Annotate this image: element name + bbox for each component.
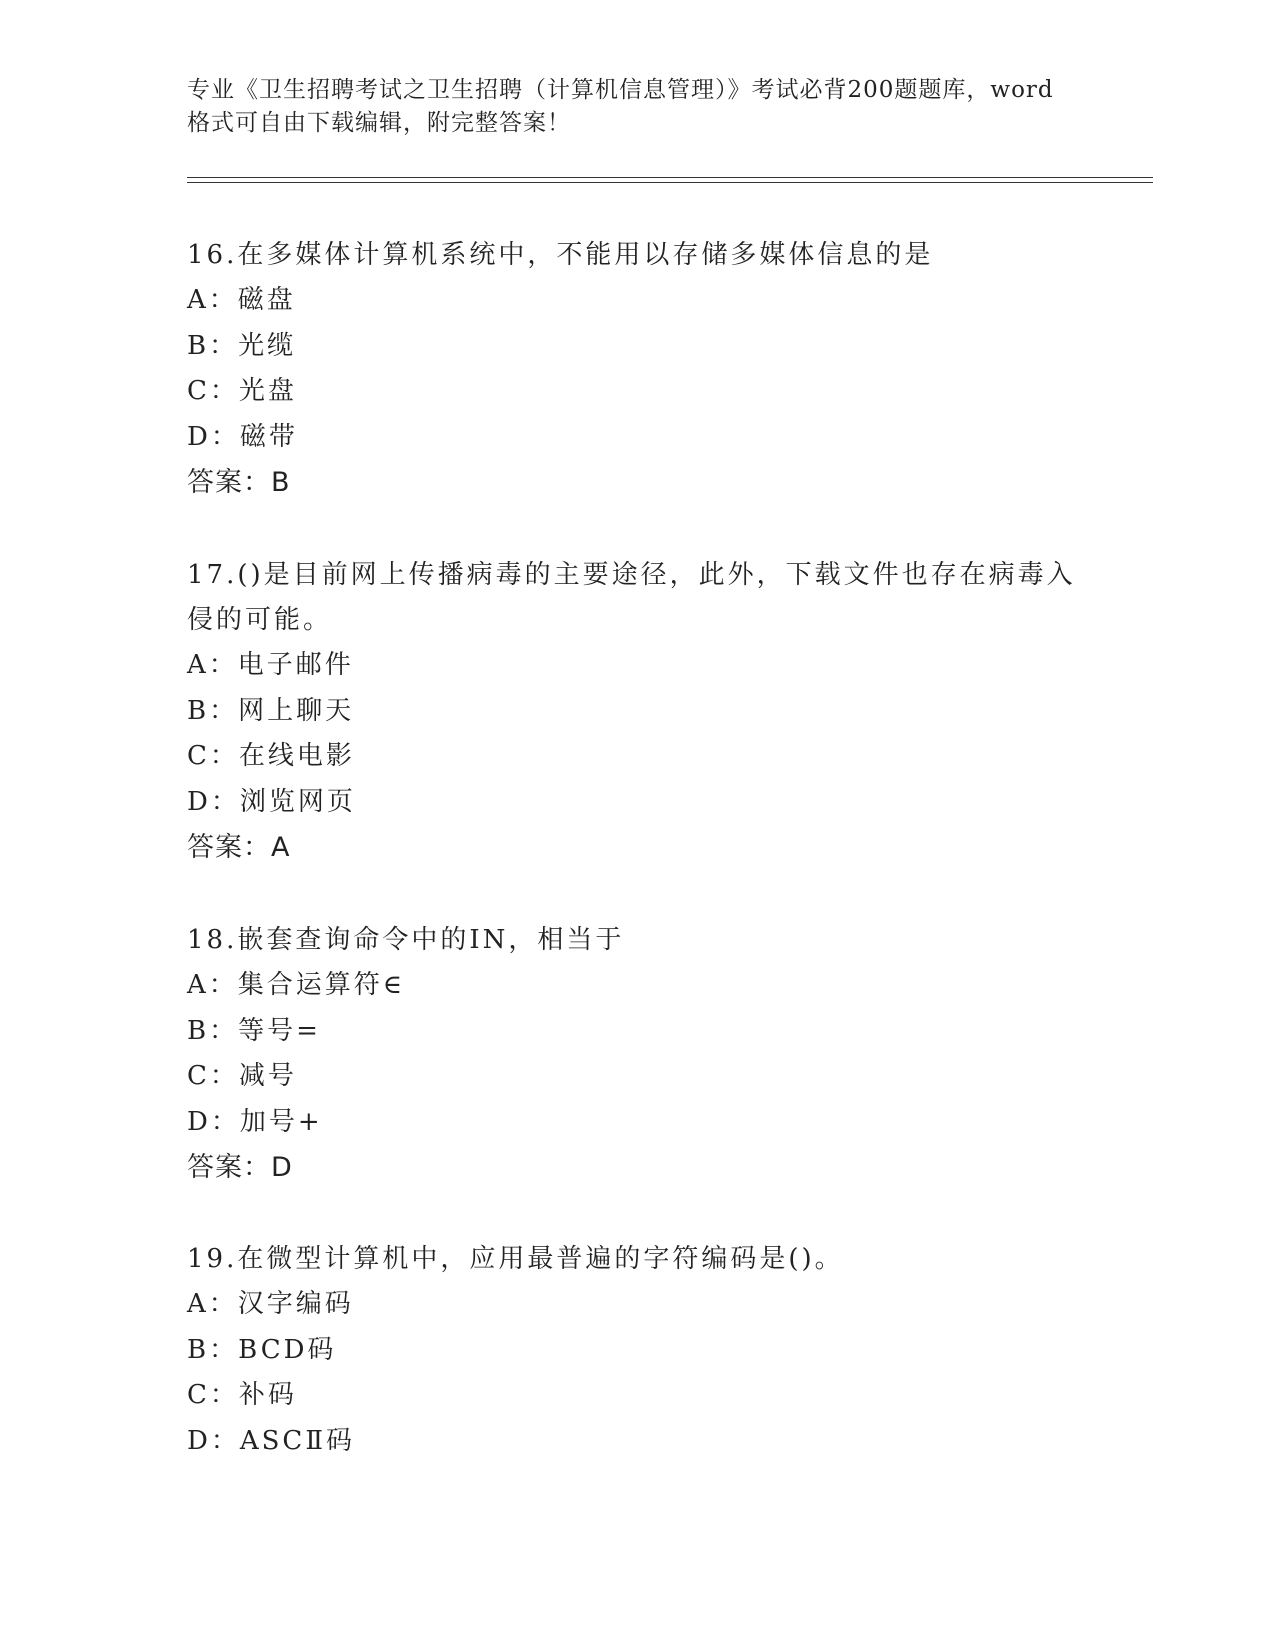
- option-a: A：汉字编码: [187, 1289, 354, 1319]
- option-c: C：在线电影: [187, 741, 355, 771]
- option-a: A：集合运算符∈: [187, 970, 406, 1000]
- option-a: A：磁盘: [187, 285, 296, 315]
- option-b: B：BCD码: [187, 1334, 337, 1365]
- option-a: A：电子邮件: [187, 650, 354, 680]
- answer: 答案：B: [187, 467, 291, 498]
- option-c: C：减号: [187, 1061, 297, 1091]
- question-16: [187, 233, 1087, 506]
- question-title: 18.嵌套查询命令中的IN，相当于: [187, 925, 625, 955]
- option-d: D：ASCⅡ码: [187, 1425, 355, 1456]
- answer: 答案：A: [187, 832, 291, 863]
- option-b: B：光缆: [187, 330, 297, 361]
- question-title-line-2: 侵的可能。: [187, 605, 333, 635]
- option-d: D：加号+: [187, 1106, 323, 1137]
- answer: 答案：D: [187, 1152, 293, 1183]
- document-header: [187, 74, 1087, 140]
- header-line-2: 格式可自由下载编辑，附完整答案！: [187, 110, 571, 136]
- option-d: D：浏览网页: [187, 786, 356, 817]
- question-19: [187, 1237, 1087, 1464]
- question-18: [187, 918, 1087, 1191]
- option-b: B：网上聊天: [187, 695, 355, 726]
- question-17: [187, 553, 1087, 871]
- option-b: B：等号=: [187, 1015, 321, 1046]
- header-divider-top: [187, 177, 1153, 178]
- option-d: D：磁带: [187, 421, 298, 452]
- header-divider-bottom: [187, 182, 1153, 183]
- question-title: 19.在微型计算机中，应用最普遍的字符编码是()。: [187, 1244, 844, 1274]
- option-c: C：补码: [187, 1380, 297, 1410]
- question-title: 16.在多媒体计算机系统中，不能用以存储多媒体信息的是: [187, 240, 934, 270]
- question-title-line-1: 17.()是目前网上传播病毒的主要途径，此外，下载文件也存在病毒入: [187, 560, 1076, 590]
- header-line-1: 专业《卫生招聘考试之卫生招聘（计算机信息管理）》考试必背200题题库，word: [187, 77, 1054, 103]
- option-c: C：光盘: [187, 376, 297, 406]
